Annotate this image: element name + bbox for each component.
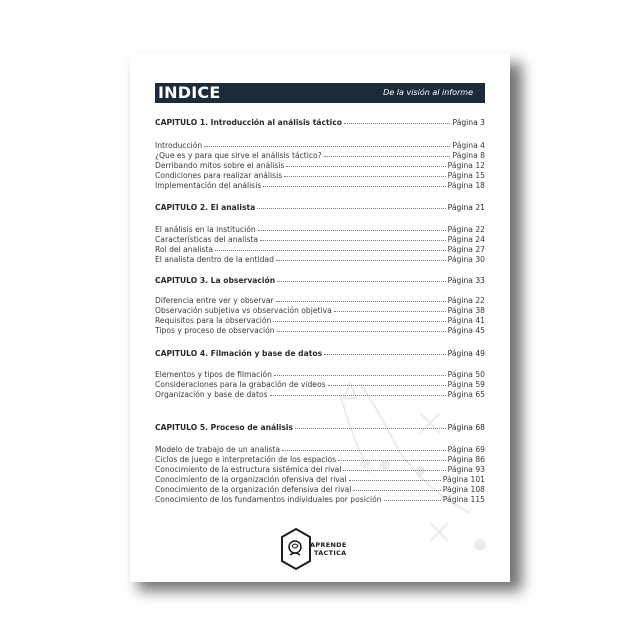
toc-entry-label: Ciclos de juego e interpretación de los espacios [155,455,337,464]
toc-entry-label: Condiciones para realizar análisis [155,171,283,180]
toc-entry-row [155,455,485,465]
toc-entry-page: Página 22 [447,296,485,305]
toc-entry-label: Observación subjetiva vs observación objetiva [155,306,332,315]
toc-entry-page: Página 8 [452,151,485,160]
toc-entry-label: Conocimiento de la organización defensiva del rival [155,485,352,494]
toc-chapter-row [155,276,485,286]
toc-entry-row [155,316,485,326]
toc-dot-leader [328,385,446,386]
toc-entry-label: Características del analista [155,235,258,244]
toc-entry-page: Página 30 [447,255,485,264]
head-brain-hexagon-icon [280,527,312,571]
toc-dot-leader [295,428,446,429]
toc-entry-page: Página 86 [447,455,485,464]
toc-entry-row [155,475,485,485]
toc-entry-row [155,390,485,400]
toc-entry-label: CAPITULO 4. Filmación y base de datos [155,349,323,358]
toc-dot-leader [260,240,446,241]
toc-dot-leader [270,395,446,396]
toc-entry-row [155,181,485,191]
toc-dot-leader [204,146,450,147]
toc-dot-leader [263,186,445,187]
toc-entry-page: Página 93 [447,465,485,474]
toc-entry-row [155,161,485,171]
toc-entry-page: Página 101 [442,475,485,484]
toc-entry-page: Página 22 [447,225,485,234]
toc-entry-page: Página 65 [447,390,485,399]
toc-dot-leader [338,460,445,461]
toc-entry-row [155,485,485,495]
toc-entry-page: Página 59 [447,380,485,389]
toc-entry-row [155,495,485,505]
toc-entry-page: Página 12 [447,161,485,170]
toc-entry-label: Rol del analista [155,245,214,254]
toc-dot-leader [276,301,446,302]
toc-entry-label: Conocimiento de los fundamentos individuales por posición [155,495,382,504]
toc-entry-page: Página 108 [442,485,485,494]
toc-dot-leader [276,260,446,261]
toc-entry-row [155,235,485,245]
toc-chapter-row [155,423,485,433]
toc-dot-leader [353,490,440,491]
toc-entry-page: Página 115 [442,495,485,504]
toc-entry-label: Diferencia entre ver y observar [155,296,274,305]
toc-entry-row [155,465,485,475]
toc-entry-row [155,306,485,316]
toc-entry-row [155,255,485,265]
toc-entry-label: Organización y base de datos [155,390,268,399]
toc-entry-label: Tipos y proceso de observación [155,326,275,335]
toc-dot-leader [282,450,446,451]
toc-entry-row [155,151,485,161]
toc-dot-leader [273,321,445,322]
logo-line-2: TACTICA [314,549,347,557]
toc-entry-row [155,380,485,390]
toc-entry-row [155,225,485,235]
toc-entry-row [155,141,485,151]
toc-entry-row [155,370,485,380]
toc-entry-page: Página 38 [447,306,485,315]
toc-entry-page: Página 4 [452,141,485,150]
toc-entry-label: CAPITULO 2. El analista [155,203,256,212]
logo-line-1: APRENDE [310,541,347,549]
toc-dot-leader [257,208,445,209]
toc-dot-leader [286,166,445,167]
toc-dot-leader [277,281,445,282]
index-title: INDICE [158,83,221,102]
toc-entry-page: Página 21 [447,203,485,212]
toc-entry-label: El análisis en la institución [155,225,256,234]
toc-dot-leader [344,123,451,124]
document-page [130,53,510,582]
toc-entry-label: Conocimiento de la organización ofensiva del rival [155,475,347,484]
toc-entry-page: Página 27 [447,245,485,254]
toc-entry-page: Página 33 [447,276,485,285]
toc-entry-label: Conocimiento de la estructura sistémica del rival [155,465,342,474]
index-subtitle: De la visión al informe [383,88,473,97]
toc-dot-leader [284,176,445,177]
toc-entry-label: Requisitos para la observación [155,316,272,325]
toc-entry-label: CAPITULO 1. Introducción al análisis táctico [155,118,342,127]
toc-entry-page: Página 68 [447,423,485,432]
toc-entry-page: Página 18 [447,181,485,190]
toc-dot-leader [215,250,446,251]
toc-entry-page: Página 69 [447,445,485,454]
toc-entry-row [155,445,485,455]
toc-entry-page: Página 24 [447,235,485,244]
toc-entry-label: Implementación del análisis [155,181,262,190]
toc-entry-row [155,245,485,255]
toc-entry-label: Derribando mitos sobre el análisis [155,161,285,170]
toc-entry-label: Consideraciones para la grabación de videos [155,380,326,389]
toc-entry-label: El analista dentro de la entidad [155,255,274,264]
toc-entry-page: Página 15 [447,171,485,180]
toc-dot-leader [343,470,445,471]
toc-entry-page: Página 41 [447,316,485,325]
toc-entry-page: Página 49 [447,349,485,358]
toc-entry-page: Página 50 [447,370,485,379]
aprende-tactica-logo [280,527,370,571]
toc-entry-row [155,296,485,306]
toc-entry-label: ¿Que es y para que sirve el análisis táctico? [155,151,322,160]
toc-dot-leader [277,331,446,332]
toc-entry-label: CAPITULO 5. Proceso de análisis [155,423,293,432]
toc-chapter-row [155,349,485,359]
toc-dot-leader [324,354,446,355]
toc-dot-leader [349,480,441,481]
index-header-bar [155,83,485,103]
toc-dot-leader [384,500,441,501]
toc-entry-label: CAPITULO 3. La observación [155,276,276,285]
toc-entry-row [155,326,485,336]
toc-dot-leader [324,156,451,157]
toc-entry-page: Página 45 [447,326,485,335]
toc-entry-page: Página 3 [452,118,485,127]
toc-entry-label: Modelo de trabajo de un analista [155,445,281,454]
toc-dot-leader [334,311,446,312]
toc-entry-label: Introducción [155,141,203,150]
toc-dot-leader [274,375,446,376]
toc-entry-label: Elementos y tipos de filmación [155,370,272,379]
toc-chapter-row [155,118,485,128]
toc-dot-leader [258,230,446,231]
toc-entry-row [155,171,485,181]
toc-chapter-row [155,203,485,213]
